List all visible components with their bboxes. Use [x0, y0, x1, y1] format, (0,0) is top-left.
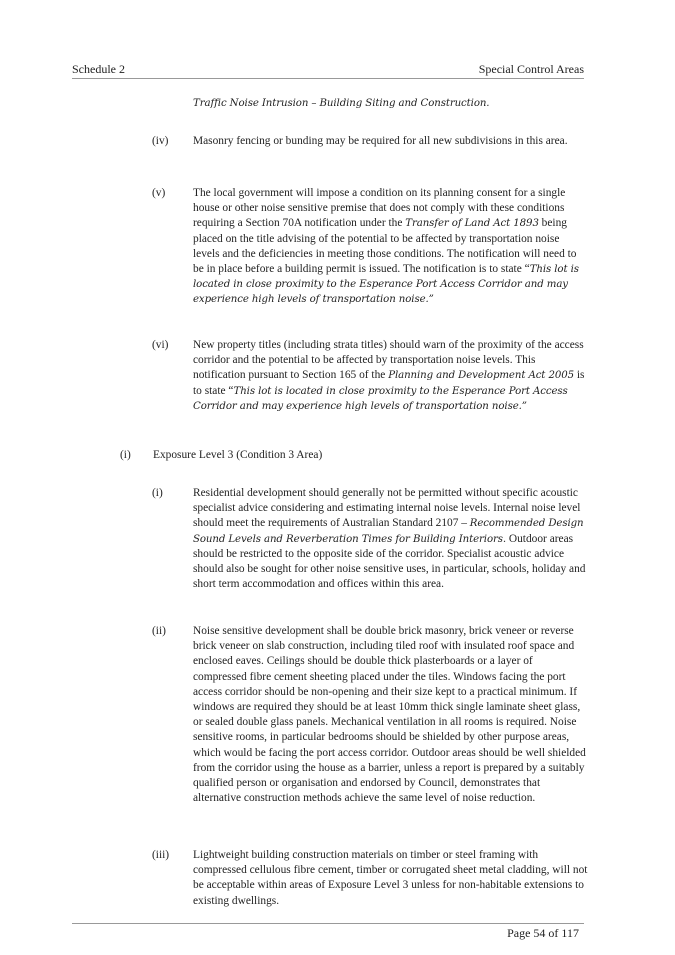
header-section-title: Special Control Areas [478, 62, 584, 76]
header-rule [72, 78, 584, 79]
clause-text: Residential development should generally not be permitted without specific acoustic specialist advice considering and estimating internal noise levels. Internal noise level should meet the requirements of Australian Standard 2107 – Recommended Design Sound Levels and Reverberation Times for Building Interiors. Outdoor areas should be restricted to the opposite side of the corridor. Specialist acoustic advice should also be sought for other noise sensitive uses, in particular, schools, holiday and short term accommodation and offices within this area. [193, 487, 586, 591]
act-title: Transfer of Land Act 1893 [405, 218, 539, 230]
clause-text: New property titles (including strata titles) should warn of the proximity of the access corridor and the potential to be affected by transportation noise levels. This notification pursuant to Section 165 of the Planning and Development Act 2005 is to state “This lot is located in close proximity to the Esperance Port Access Corridor and may experience high levels of transportation noise.” [193, 339, 585, 412]
clause-number: (i) [152, 487, 163, 499]
clause-number: (iv) [152, 135, 169, 147]
act-title: Planning and Development Act 2005 [388, 370, 574, 382]
clause-number: (v) [152, 187, 166, 199]
section-number: (i) [120, 449, 131, 461]
clause-text: Masonry fencing or bunding may be required for all new subdivisions in this area. [193, 135, 568, 147]
clause-text: The local government will impose a condition on its planning consent for a single house or other noise sensitive premise that does not comply with these conditions requiring a Section 70A notification under the Transfer of Land Act 1893 being placed on the title advising of the potential to be affected by transportation noise levels and the deficiencies in meeting those conditions. The notification will need to be in place before a building permit is issued. The notification is to state “This lot is located in close proximity to the Esperance Port Access Corridor and may experience high levels of transportation noise.” [193, 187, 579, 306]
continued-heading: Traffic Noise Intrusion – Building Siting and Construction. [193, 98, 490, 109]
clause-text: Noise sensitive development shall be double brick masonry, brick veneer or reverse brick veneer on slab construction, including tiled roof with insulated roof space and enclosed eaves. Ceilings should be double thick plasterboards or a layer of compressed fibre cement sheeting placed under the tiles. Windows facing the port access corridor should be non-opening and their size kept to a practical minimum. If windows are required they should be at least 10mm thick single laminate sheet glass, or sealed double glass panels. Mechanical ventilation in all rooms is required. Noise sensitive rooms, in particular bedrooms should be shielded by other purpose areas, which would be facing the port access corridor. Outdoor areas should be well shielded from the corridor using the house as a barrier, unless a report is prepared by a suitably qualified person or organisation and endorsed by Council, demonstrates that alternative construction methods achieve the same level of noise reduction. [193, 625, 586, 805]
clause-number: (ii) [152, 625, 166, 637]
notification-quote: This lot is located in close proximity to the Esperance Port Access Corridor and may experience high levels of transportation noise.” [193, 264, 579, 306]
footer-rule [72, 923, 584, 924]
clause-number: (vi) [152, 339, 169, 351]
section-title: Exposure Level 3 (Condition 3 Area) [153, 449, 323, 461]
clause-text: Lightweight building construction materials on timber or steel framing with compressed cellulous fibre cement, timber or corrugated sheet metal cladding, will not be acceptable within areas of Exposure Level 3 unless for non-habitable extensions to existing dwellings. [193, 849, 588, 907]
page-header [72, 62, 584, 78]
standard-title: Recommended Design Sound Levels and Reverberation Times for Building Interiors. [193, 518, 584, 545]
header-schedule: Schedule 2 [72, 62, 125, 76]
notification-quote: This lot is located in close proximity to the Esperance Port Access Corridor and may experience high levels of transportation noise.” [193, 385, 568, 412]
clause-number: (iii) [152, 849, 170, 861]
page-number: Page 54 of 117 [507, 926, 579, 940]
